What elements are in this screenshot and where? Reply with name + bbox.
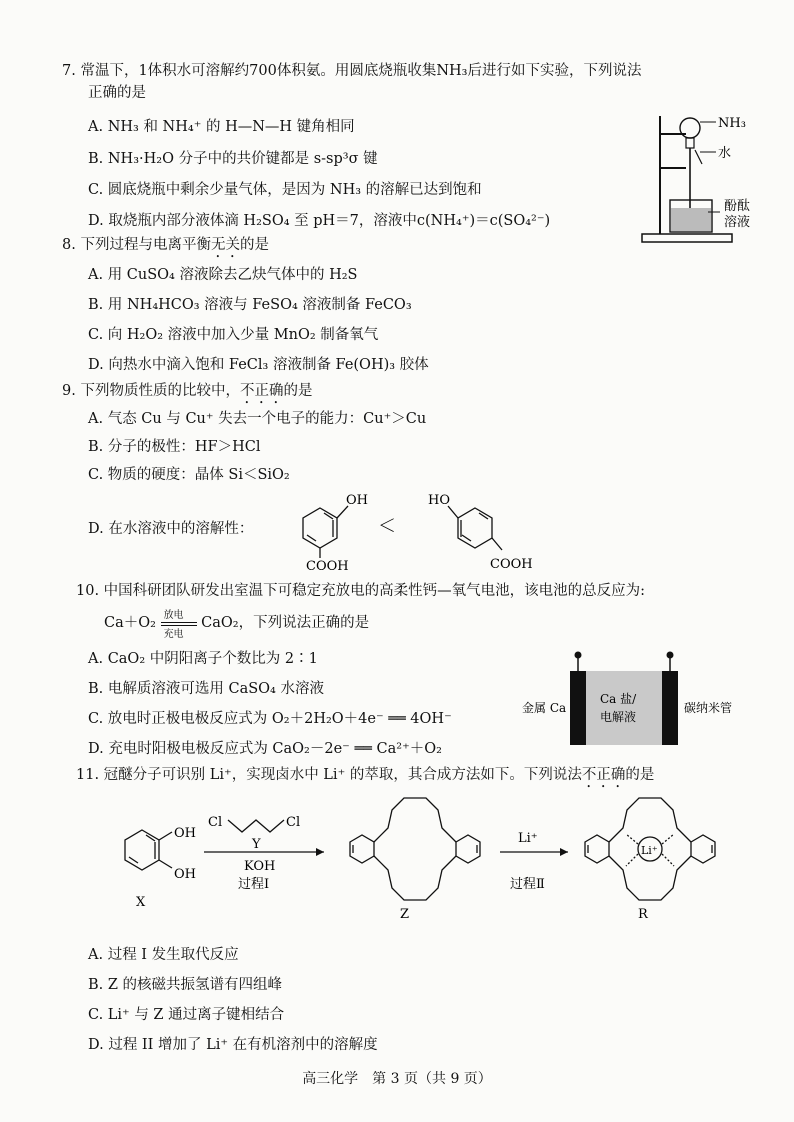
- q7-option-a: A. NH₃ 和 NH₄⁺ 的 H—N—H 键角相同: [88, 119, 355, 135]
- q11-option-a: A. 过程 I 发生取代反应: [88, 947, 239, 963]
- q9-option-a: A. 气态 Cu 与 Cu⁺ 失去一个电子的能力：Cu⁺＞Cu: [88, 411, 427, 427]
- q10-option-d: D. 充电时阳极电极反应式为 CaO₂－2e⁻ ══ Ca²⁺＋O₂: [88, 741, 442, 757]
- fountain-apparatus-figure: [640, 108, 780, 248]
- q11-option-d: D. 过程 II 增加了 Li⁺ 在有机溶剂中的溶解度: [88, 1037, 378, 1053]
- q10-eq-discharge: 放电: [163, 610, 184, 621]
- q10-equation: [104, 610, 370, 640]
- reagent-cl-right: Cl: [286, 815, 301, 830]
- fig-label-water: 水: [718, 146, 732, 161]
- q9-stem: 9. 下列物质性质的比较中，不正确的是: [62, 383, 313, 399]
- q9-oh-1: OH: [346, 493, 368, 508]
- q10-stem-line1: 10. 中国科研团队研发出室温下可稳定充放电的高柔性钙—氧气电池，该电池的总反应为:: [76, 583, 646, 599]
- q9-emphasis: 不正确: [239, 383, 284, 399]
- r-label: R: [638, 907, 648, 922]
- q9-cooh-2: COOH: [490, 557, 533, 572]
- q9-option-c: C. 物质的硬度：晶体 Si＜SiO₂: [88, 467, 290, 483]
- q9-less-than: ＜: [378, 516, 396, 537]
- catechol-structure: [125, 830, 172, 870]
- q8-emphasis: 无关: [210, 237, 240, 253]
- q8-stem: 8. 下列过程与电离平衡无关的是: [62, 237, 269, 253]
- battery-label-electrolyte-2: 电解液: [600, 710, 637, 724]
- q7-stem-line2: 正确的是: [88, 85, 146, 101]
- q9-cooh-1: COOH: [306, 559, 349, 572]
- salicylic-acid-structure: [303, 506, 348, 558]
- q10-eq-charge: 充电: [163, 629, 184, 640]
- x-oh-bottom: OH: [174, 867, 196, 882]
- q11-stem: 11. 冠醚分子可识别 Li⁺，实现卤水中 Li⁺ 的萃取，其合成方法如下。下列说法不正确的是: [76, 767, 655, 783]
- li-reagent-label: Li⁺: [518, 831, 538, 846]
- process-1-label: 过程Ⅰ: [238, 877, 270, 892]
- q7-option-c: C. 圆底烧瓶中剩余少量气体，是因为 NH₃ 的溶解已达到饱和: [88, 182, 482, 198]
- battery-label-anode: 金属 Ca: [522, 701, 567, 715]
- q9-structures: [280, 488, 540, 572]
- reagent-y-label: Y: [252, 837, 261, 852]
- q8-option-c: C. 向 H₂O₂ 溶液中加入少量 MnO₂ 制备氧气: [88, 327, 379, 343]
- fig-label-solution: 溶液: [724, 215, 751, 230]
- q7-option-b: B. NH₃·H₂O 分子中的共价键都是 s-sp³σ 键: [88, 151, 378, 167]
- battery-label-electrolyte-1: Ca 盐/: [600, 692, 637, 706]
- crown-ether-z-structure: [350, 798, 480, 900]
- q11-option-c: C. Li⁺ 与 Z 通过离子键相结合: [88, 1007, 285, 1023]
- q9-option-d: D. 在水溶液中的溶解性：: [88, 521, 254, 537]
- reagent-cl-left: Cl: [208, 815, 223, 830]
- q8-option-b: B. 用 NH₄HCO₃ 溶液与 FeSO₄ 溶液制备 FeCO₃: [88, 297, 412, 313]
- fig-label-nh3: NH₃: [718, 116, 746, 131]
- battery-figure: [520, 645, 790, 750]
- crown-ether-scheme: [100, 790, 750, 930]
- r-li-ion: Li⁺: [641, 844, 658, 857]
- battery-label-cathode: 碳纳米管: [684, 701, 733, 715]
- process-2-label: 过程Ⅱ: [510, 877, 545, 892]
- q10-option-a: A. CaO₂ 中阴阳离子个数比为 2∶1: [88, 651, 318, 667]
- q9-ho-2: HO: [428, 493, 450, 508]
- q10-option-b: B. 电解质溶液可选用 CaSO₄ 水溶液: [88, 681, 324, 697]
- q9-option-b: B. 分子的极性：HF＞HCl: [88, 439, 261, 455]
- q8-option-d: D. 向热水中滴入饱和 FeCl₃ 溶液制备 Fe(OH)₃ 胶体: [88, 357, 429, 373]
- reagent-koh: KOH: [244, 859, 276, 874]
- fig-label-phenolphthalein: 酚酞: [724, 199, 751, 214]
- q10-eq-right: CaO₂，下列说法正确的是: [201, 615, 370, 631]
- p-hydroxybenzoic-acid-structure: [448, 506, 502, 550]
- z-label: Z: [400, 907, 410, 922]
- q8-option-a: A. 用 CuSO₄ 溶液除去乙炔气体中的 H₂S: [88, 267, 358, 283]
- q10-option-c: C. 放电时正极电极反应式为 O₂＋2H₂O＋4e⁻ ══ 4OH⁻: [88, 711, 452, 727]
- q7-option-d: D. 取烧瓶内部分液体滴 H₂SO₄ 至 pH＝7，溶液中c(NH₄⁺)＝c(SO₄²⁻): [88, 213, 551, 229]
- x-label: X: [136, 895, 146, 910]
- x-oh-top: OH: [174, 826, 196, 841]
- q10-eq-arrow: [161, 610, 197, 640]
- q11-option-b: B. Z 的核磁共振氢谱有四组峰: [88, 977, 283, 993]
- page-footer: 高三化学 第 3 页（共 9 页）: [302, 1071, 492, 1087]
- q7-stem-line1: 7. 常温下，1体积水可溶解约700体积氨。用圆底烧瓶收集NH₃后进行如下实验，下列说法: [62, 63, 642, 79]
- q10-eq-left: Ca＋O₂: [104, 615, 156, 631]
- q11-emphasis: 不正确: [581, 767, 626, 783]
